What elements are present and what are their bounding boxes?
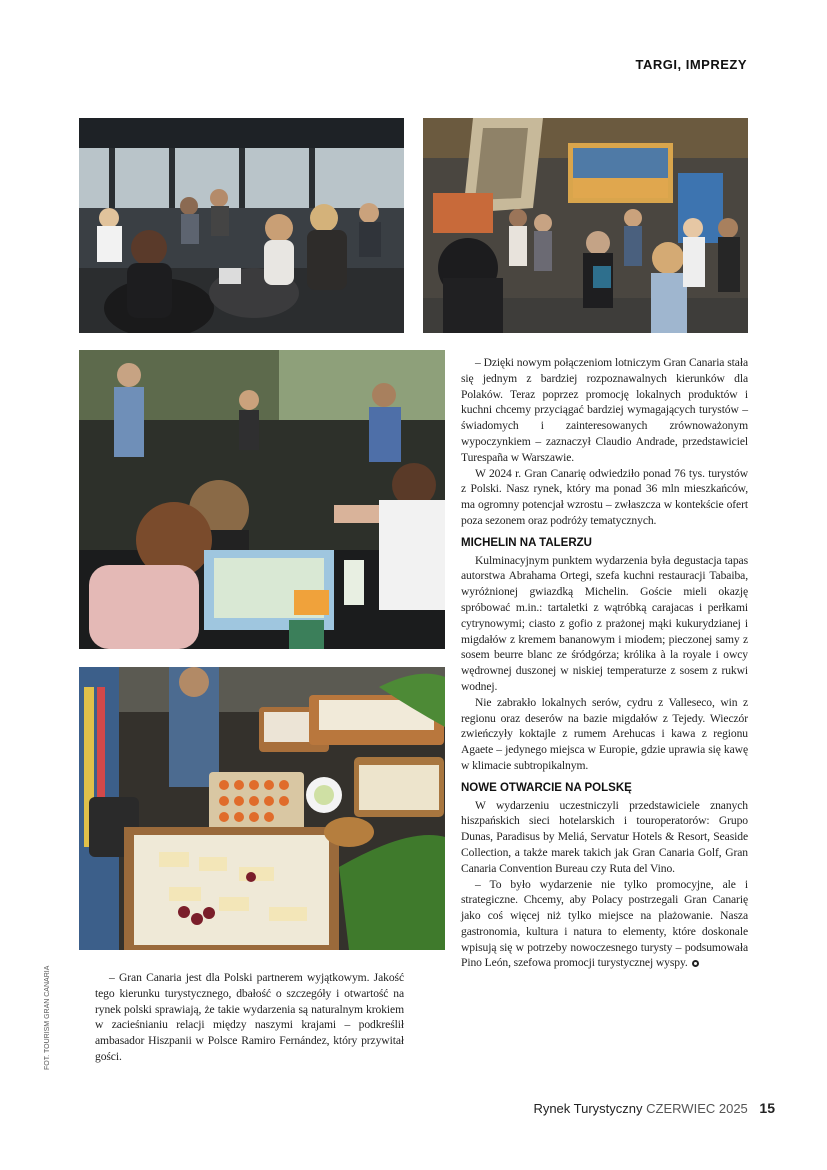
section-tag: TARGI, IMPREZY <box>635 57 747 72</box>
paragraph: Nie zabrakło lokalnych serów, cydru z Valleseco, win z regionu oraz deserów na bazie migdałów z Tejedy. Wieczór zwieńczyły koktajle z rumem Arehucas i kawa z regionu Agaete – jedynego miejsca w Europie, gdzie uprawia się kawę w klimacie subtropikalnym. <box>461 695 748 772</box>
paragraph: W 2024 r. Gran Canarię odwiedziło ponad 76 tys. turystów z Polski. Nasz rynek, który ma ponad 36 mln mieszkańców, ma ogromny potencjał wzrostu – zwłaszcza w kontekście ofert poza sezonem oraz podróży tematycznych. <box>461 466 748 527</box>
paragraph: W wydarzeniu uczestniczyli przedstawiciele znanych hiszpańskich sieci hotelarskich i touroperatorów: Grupo Dunas, Paradisus by Meliá, Servatur Hotels & Resort, Seaside Collection, a także marek takich jak Gran Canaria Golf, Gran Canaria Convention Bureau czy Ruta del Vino. <box>461 798 748 875</box>
page-footer <box>533 1100 775 1116</box>
event-photo-meeting <box>79 350 445 649</box>
paragraph: – Dzięki nowym połączeniom lotniczym Gran Canaria stała się jednym z bardziej rozpoznawalnych kierunków dla Polaków. Teraz poprzez promocję lokalnych produktów i kuchni chcemy przyciągać bardziej wymagających turystów – świadomych i zainteresowanych zrównoważonym wypoczynkiem – zaznaczył Claudio Andrade, przedstawiciel Turespaña w Warszawie. <box>461 356 748 464</box>
photo-credit: FOT. TOURISM GRAN CANARIA <box>44 965 51 1070</box>
magazine-name: Rynek Turystyczny <box>533 1101 643 1116</box>
article-column-left <box>95 970 404 1065</box>
article-column-right <box>461 355 748 971</box>
paragraph: – Gran Canaria jest dla Polski partnerem wyjątkowym. Jakość tego kierunku turystycznego, dbałość o szczegóły i otwartość na rynek polski sprawiają, że takie wydarzenia są naturalnym krokiem w zacieśnianiu relacji między naszymi krajami – podkreślił ambasador Hiszpanii w Polsce Ramiro Fernández, który przywitał gości. <box>95 971 404 1063</box>
subheading: NOWE OTWARCIE NA POLSKĘ <box>461 781 632 794</box>
page-number: 15 <box>759 1100 775 1116</box>
issue-date: CZERWIEC 2025 <box>646 1101 748 1116</box>
subheading: MICHELIN NA TALERZU <box>461 536 592 549</box>
event-photo-room <box>79 118 404 333</box>
end-of-article-icon <box>692 960 699 967</box>
paragraph: – To było wydarzenie nie tylko promocyjne, ale i strategiczne. Chcemy, aby Polacy postrzegali Gran Canarię jako coś więcej niż tylko miejsce na plażowanie. Nasza gastronomia, kultura i natura to elementy, które doskonale wpisują się w potrzeby nowoczesnego turysty – podsumowała Pino León, szefowa promocji turystycznej wyspy. <box>461 877 748 970</box>
paragraph: Kulminacyjnym punktem wydarzenia była degustacja tapas autorstwa Abrahama Ortegi, szefa kuchni restauracji Tabaiba, wyróżnionej gwiazdką Michelin. Goście mieli okazję spróbować m.in.: tartaletki z wątróbką carajacas i perłkami cytrynowymi; ciasto z gofio z prażonej mąki kukurydzianej i migdałów z kremem bananowym i miodem; pieczonej samy z sosem beurre blanc ze śródgórza; królika à la royale i owcy wędrownej duszonej w niskiej temperaturze z sosem z rukwi wodnej. <box>461 553 748 693</box>
event-photo-tapas <box>79 667 445 950</box>
event-photo-presentation <box>423 118 748 333</box>
